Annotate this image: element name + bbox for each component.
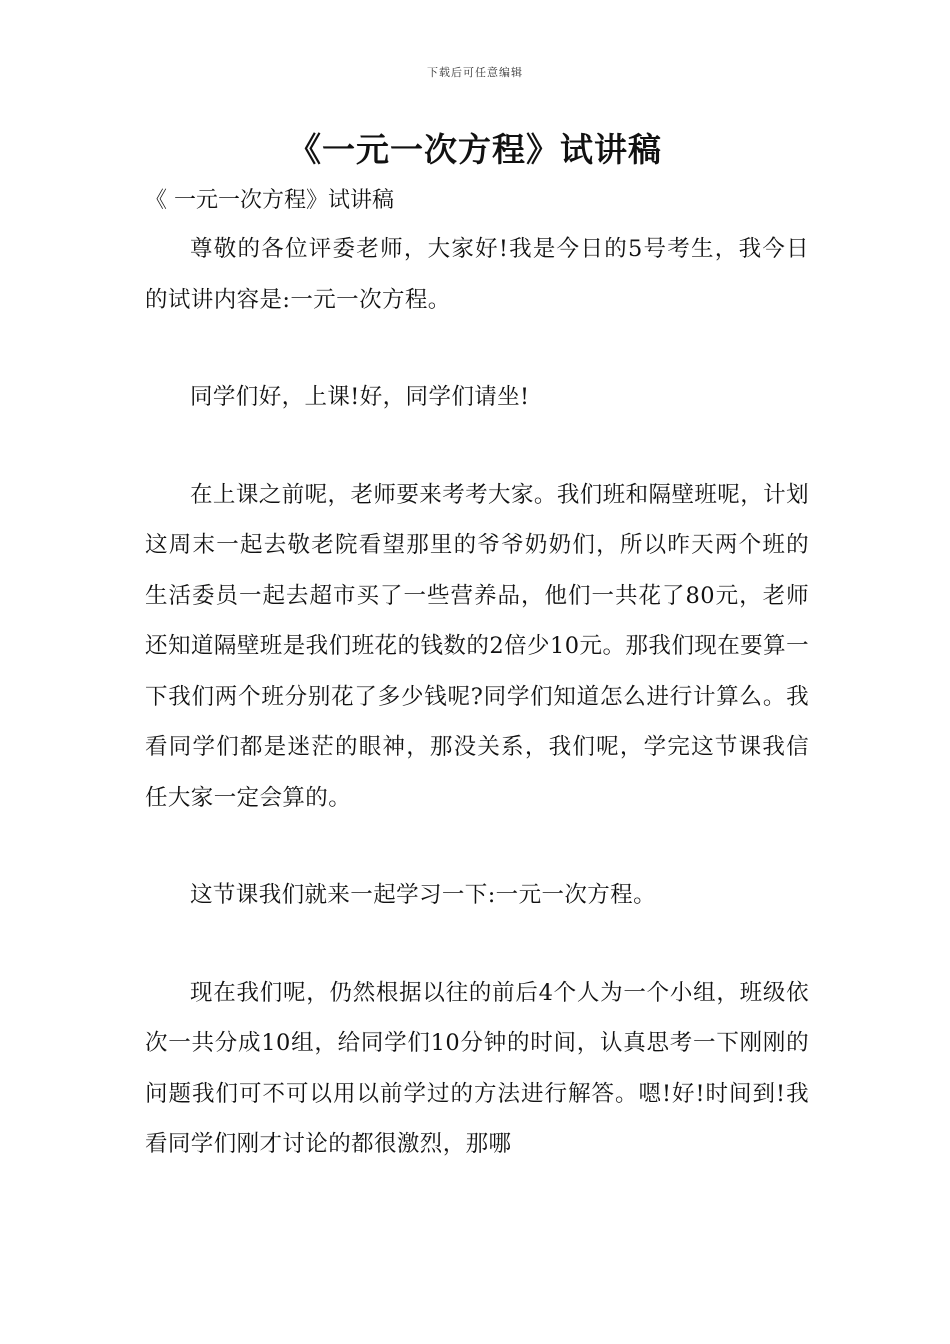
paragraph-group-work: 现在我们呢，仍然根据以往的前后4个人为一个小组，班级依次一共分成10组，给同学们10分钟的时间，认真思考一下刚刚的问题我们可不可以用以前学过的方法进行解答。嗯!好!时间到!我看同学们刚才讨论的都很激烈，那哪 [145, 979, 809, 1157]
paragraph-class-start: 同学们好，上课!好，同学们请坐! [190, 384, 530, 410]
body-text [145, 224, 809, 1217]
document-title: 《一元一次方程》试讲稿 [288, 130, 662, 169]
header-note: 下载后可任意编辑 [427, 66, 523, 79]
document-subtitle: 《 一元一次方程》试讲稿 [145, 188, 394, 213]
paragraph-greeting: 尊敬的各位评委老师，大家好!我是今日的5号考生，我今日的试讲内容是:一元一次方程。 [145, 236, 809, 313]
paragraph-topic: 这节课我们就来一起学习一下:一元一次方程。 [190, 882, 656, 908]
paragraph-problem: 在上课之前呢，老师要来考考大家。我们班和隔壁班呢，计划这周末一起去敬老院看望那里的爷爷奶奶们，所以昨天两个班的生活委员一起去超市买了一些营养品，他们一共花了80元，老师还知道隔壁班是我们班花的钱数的2倍少10元。那我们现在要算一下我们两个班分别花了多少钱呢?同学们知道怎么进行计算么。我看同学们都是迷茫的眼神，那没关系，我们呢，学完这节课我信任大家一定会算的。 [145, 481, 809, 811]
